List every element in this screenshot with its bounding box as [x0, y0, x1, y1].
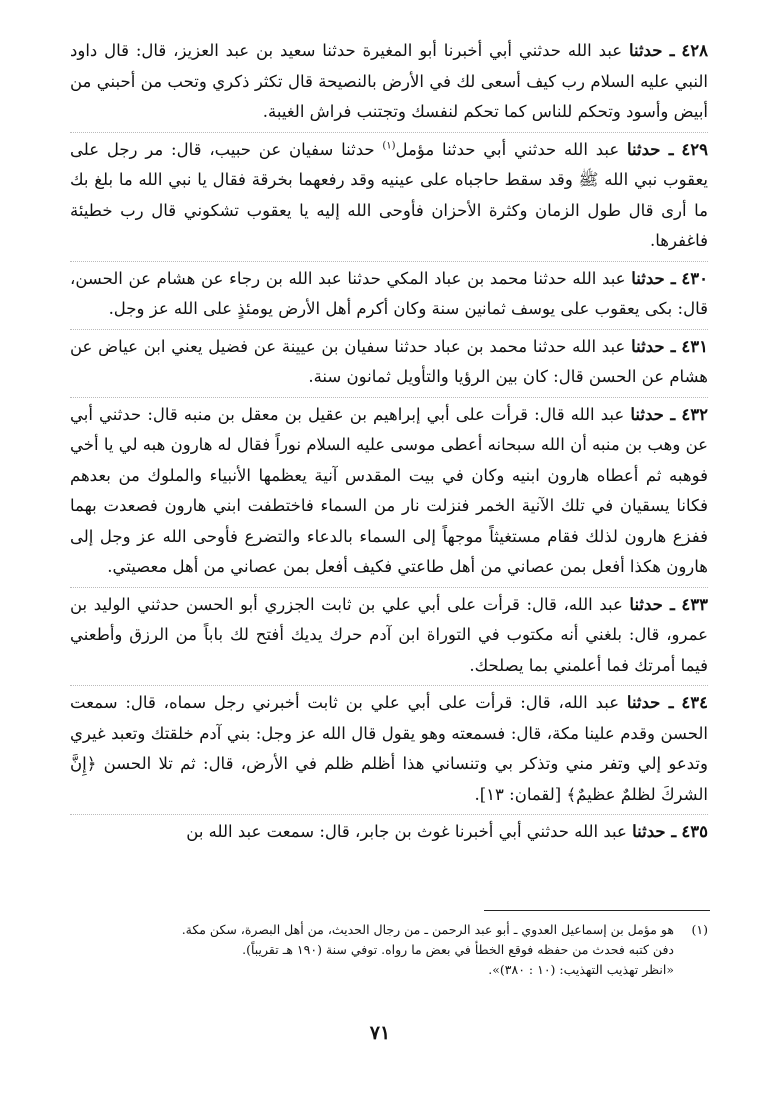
entry-number: ٤٣١	[681, 336, 708, 356]
entry-text: عبد الله حدثني أبي أخبرنا غوث بن جابر، قال: سمعت عبد الله بن	[186, 822, 627, 841]
entry-text: عبد الله، قال: قرأت على أبي علي بن ثابت أخبرني رجل سماه، قال: سمعت الحسن وقدم علينا مكة، قال: فسمعته وهو يقول قال الله عز وجل: بني آدم خلقتك وتعبد غيري وتدعو إلي وتفر مني وتذكر بي وتنساني هذا أظلم ظلم في الأرض، قال: ثم تلا الحسن ﴿إِنَّ الشركَ لظلمٌ عظيمٌ﴾ [لقمان: ١٣].	[70, 693, 708, 804]
footnote-line-1	[70, 920, 708, 940]
entry-lead: ـ حدثنا	[630, 404, 676, 424]
hadith-entry-434	[70, 688, 708, 815]
footnotes	[70, 920, 708, 980]
entry-text-before-note: عبد الله حدثني أبي حدثنا مؤمل	[395, 139, 620, 159]
entry-lead: ـ حدثنا	[627, 139, 674, 159]
entry-lead: ـ حدثنا	[631, 268, 676, 288]
entry-lead: ـ حدثنا	[628, 41, 675, 60]
footnote-divider	[484, 910, 710, 911]
entry-lead: ـ حدثنا	[629, 594, 675, 614]
entry-number: ٤٣٤	[681, 693, 708, 712]
hadith-entry-430	[70, 264, 708, 330]
entry-number: ٤٢٩	[681, 139, 708, 159]
hadith-entry-429	[70, 135, 708, 262]
footnote-line-3: «انظر تهذيب التهذيب: (١٠ : ٣٨٠)».	[488, 962, 674, 977]
entry-number: ٤٣٢	[681, 404, 708, 424]
hadith-entry-433	[70, 590, 708, 687]
footnote-line-2: دفن كتبه فحدث من حفظه فوقع الخطأ في بعض ما رواه. توفي سنة (١٩٠ هـ تقريباً).	[242, 942, 674, 957]
hadith-entry-435	[70, 817, 708, 852]
footnote-text-1: هو مؤمل بن إسماعيل العدوي ـ أبو عبد الرحمن ـ من رجال الحديث، من أهل البصرة، سكن مكة.	[181, 922, 674, 937]
page-number: ٧١	[369, 1022, 391, 1044]
entry-lead: ـ حدثنا	[631, 336, 676, 356]
entry-lead: ـ حدثنا	[632, 822, 677, 841]
entry-text: عبد الله حدثنا محمد بن عباد حدثنا سفيان بن عيينة عن فضيل يعني ابن عياض عن هشام عن الحسن قال: كان بين الرؤيا والتأويل ثمانون سنة.	[70, 336, 708, 386]
entry-text: عبد الله حدثني أبي أخبرنا أبو المغيرة حدثنا سعيد بن عبد العزيز، قال: قال داود النبي عليه السلام رب كيف أسعى لك في الأرض بالنصيحة قال تكثر ذكري وتحب من أحبني من أبيض وأسود وتحكم للناس كما تحكم لنفسك وتجتنب فراش الغيبة.	[70, 41, 708, 121]
entry-text: عبد الله قال: قرأت على أبي إبراهيم بن عقيل بن معقل بن منبه قال: حدثني أبي عن وهب بن منبه أن الله سبحانه أعطى موسى عليه السلام نوراً فقال له هارون هبه لي يا أخي فوهبه ثم أعطاه هارون ابنيه وكان في بيت المقدس آنية يعظمها الأنبياء والملوك من بعدهم فكانا يسقيان في تلك الآنية الخمر فنزلت نار من السماء فاختطفت ابني هارون فصعدت بهما ففزع هارون لذلك فقام مستغيثاً موجهاً إلى السماء بالدعاء والتضرع فأوحى الله عز وجل إلى هارون هكذا أفعل بمن عصاني من أهل طاعتي فكيف أفعل بمن عصاني من أهل معصيتي.	[70, 404, 708, 576]
entry-number: ٤٢٨	[681, 41, 709, 60]
main-text	[70, 36, 708, 854]
entry-text: عبد الله حدثنا محمد بن عباد المكي حدثنا عبد الله بن رجاء عن هشام عن الحسن، قال: بكى يعقوب على يوسف ثمانين سنة وكان أكرم أهل الأرض يومئذٍ على الله عز وجل.	[70, 268, 708, 318]
entry-number: ٤٣٠	[681, 268, 708, 288]
hadith-entry-431	[70, 332, 708, 398]
entry-text: عبد الله، قال: قرأت على أبي علي بن ثابت الجزري أبو الحسن حدثني الوليد بن عمرو، قال: بلغني أنه مكتوب في التوراة ابن آدم حرك يديك أفتح لك باباً من الرزق وأطعني فيما أمرتك فما أعلمني بما يصلحك.	[70, 594, 708, 675]
entry-number: ٤٣٣	[681, 594, 708, 614]
hadith-entry-428	[70, 36, 708, 133]
entry-text: حدثنا سفيان عن حبيب، قال: مر رجل على يعقوب نبي الله ﷺ وقد سقط حاجباه على عينيه وقد رفعهما بخرقة فقال يا نبي الله ما بلغ بك ما أرى قال طول الزمان وكثرة الأحزان فأوحى الله إليه يا يعقوب تشكوني قال رب خطيئة فاغفرها.	[70, 139, 708, 250]
entry-lead: ـ حدثنا	[626, 693, 674, 712]
footnote-reference[interactable]: (١)	[382, 140, 396, 151]
hadith-entry-432	[70, 400, 708, 588]
footnote-marker: (١)	[691, 922, 708, 937]
entry-number: ٤٣٥	[681, 822, 708, 841]
